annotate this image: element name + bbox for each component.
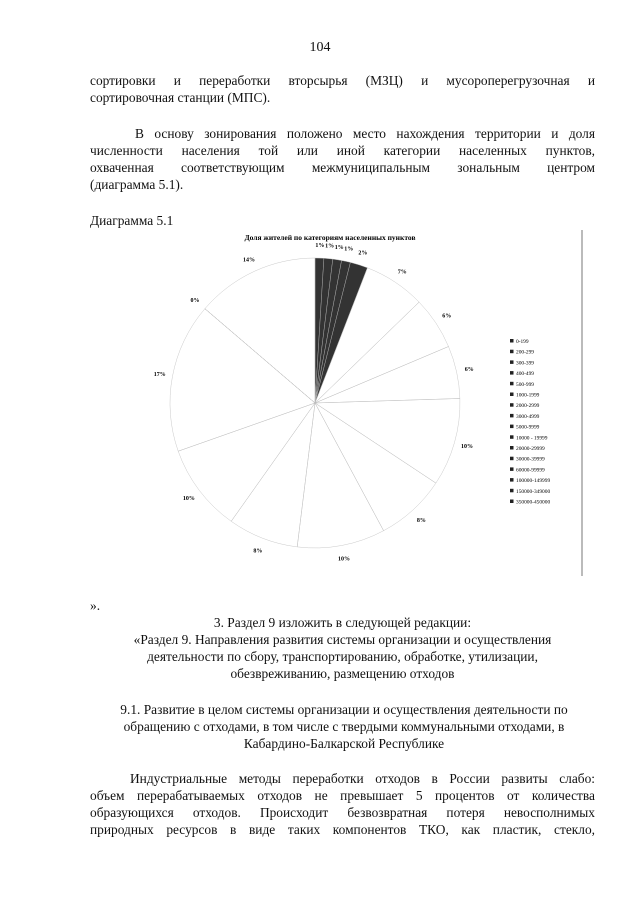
page-number: 104 (309, 40, 331, 55)
pie-data-label: 8% (253, 548, 263, 555)
legend-marker (510, 403, 514, 407)
chart-legend (510, 339, 550, 506)
section-3-line: 3. Раздел 9 изложить в следующей редакции: (213, 615, 472, 630)
pie-data-label: 17% (153, 372, 166, 378)
paragraph-1-line: сортировки и переработки вторсырья (МЗЦ) и мусороперегрузочная и (90, 73, 595, 88)
legend-entry: 150000-349000 (516, 488, 551, 495)
legend-marker (510, 382, 514, 386)
paragraph-last-line: Индустриальные методы переработки отходов в России развиты слабо: (130, 771, 595, 786)
legend-marker (510, 414, 514, 418)
heading-9-1-line: обращению с отходами, в том числе с твердыми коммунальными отходами, в (123, 719, 565, 734)
legend-marker (510, 350, 514, 354)
pie-data-label: 6% (442, 313, 452, 320)
pie-chart (90, 228, 590, 578)
paragraph-last (90, 770, 595, 838)
heading-9-1 (84, 701, 604, 752)
pie-data-label: 14% (243, 257, 255, 264)
section-3 (90, 614, 595, 682)
pie-slice (297, 403, 383, 548)
legend-entry: 100000-149999 (516, 478, 551, 485)
legend-marker (510, 478, 514, 482)
legend-marker (510, 371, 514, 375)
pie-data-label: 10% (461, 444, 473, 451)
legend-marker (510, 425, 514, 429)
diagram-label: Диаграмма 5.1 (90, 213, 174, 228)
paragraph-2-line: численности населения той или иной категории населенных пунктов, (90, 143, 595, 158)
pie-data-label: 7% (397, 269, 407, 276)
section-3-line: обезвреживанию, размещению отходов (230, 666, 455, 681)
section-3-line: деятельности по сбору, транспортированию, обработке, утилизации, (147, 649, 538, 664)
paragraph-last-line: объем перерабатываемых отходов не превышает 5 процентов от количества (90, 788, 595, 803)
paragraph-2-line: В основу зонирования положено место нахождения территории и доля (135, 126, 595, 141)
pie-data-label: 10% (338, 556, 350, 563)
pie-data-label: 0% (190, 298, 200, 305)
legend-entry: 3000-4999 (516, 413, 540, 420)
paragraph-1 (90, 72, 595, 106)
chart-title: Доля жителей по категориям населенных пунктов (244, 233, 416, 242)
legend-entry: 400-499 (516, 371, 534, 378)
heading-9-1-line: 9.1. Развитие в целом системы организации и осуществления деятельности по (120, 702, 568, 717)
legend-marker (510, 467, 514, 471)
paragraph-2-line: (диаграмма 5.1). (90, 177, 184, 192)
pie-data-label: 10% (182, 496, 195, 503)
pie-slice (315, 399, 460, 484)
paragraph-last-line: образующихся отходов. Происходит безвозвратная потеря невосполнимых (90, 805, 595, 820)
legend-marker (510, 446, 514, 450)
pie-labels (154, 243, 474, 562)
heading-9-1-line: Кабардино-Балкарской Республике (243, 736, 445, 751)
pie-data-label: 1% (325, 243, 335, 250)
legend-entry: 0-199 (516, 339, 529, 345)
pie-data-label: 2% (358, 250, 368, 257)
legend-entry: 5000-9999 (516, 424, 540, 431)
pie-slice (205, 258, 315, 403)
pie-slice (315, 403, 436, 531)
pie-slice (178, 403, 315, 521)
pie-slice (315, 347, 460, 404)
pie-data-label: 1% (315, 243, 325, 250)
legend-marker (510, 339, 514, 343)
pie-data-label: 1% (334, 244, 344, 251)
legend-entry: 300-399 (516, 360, 534, 367)
legend-marker (510, 360, 514, 364)
legend-entry: 1000-1999 (516, 392, 540, 399)
pie-slice (231, 403, 315, 547)
section-3-line: «Раздел 9. Направления развития системы организации и осуществления (133, 632, 552, 647)
legend-entry: 200-299 (516, 349, 534, 356)
pie-data-label: 1% (344, 246, 354, 253)
legend-entry: 500-999 (516, 381, 534, 388)
legend-marker (510, 500, 514, 504)
legend-entry: 2000-2999 (516, 403, 540, 410)
legend-entry: 10000 - 19999 (516, 435, 548, 442)
pie-slice (170, 309, 315, 452)
legend-marker (510, 393, 514, 397)
pie-data-label: 8% (416, 517, 426, 524)
legend-entry: 60000-99999 (516, 467, 545, 474)
quote-close: ». (90, 598, 101, 613)
legend-marker (510, 457, 514, 461)
pie-slices (170, 258, 460, 548)
legend-marker (510, 435, 514, 439)
paragraph-last-line: природных ресурсов в виде таких компонентов ТКО, как пластик, стекло, (90, 822, 595, 837)
legend-marker (510, 489, 514, 493)
paragraph-2 (90, 125, 595, 193)
legend-entry: 20000-29999 (516, 446, 545, 452)
legend-entry: 350000-450000 (516, 499, 551, 506)
paragraph-1-line: сортировочная станции (МПС). (90, 90, 271, 105)
legend-entry: 30000-39999 (516, 456, 545, 463)
pie-data-label: 6% (464, 367, 474, 374)
paragraph-2-line: охваченная соответствующим межмуниципальным зональным центром (90, 160, 595, 175)
